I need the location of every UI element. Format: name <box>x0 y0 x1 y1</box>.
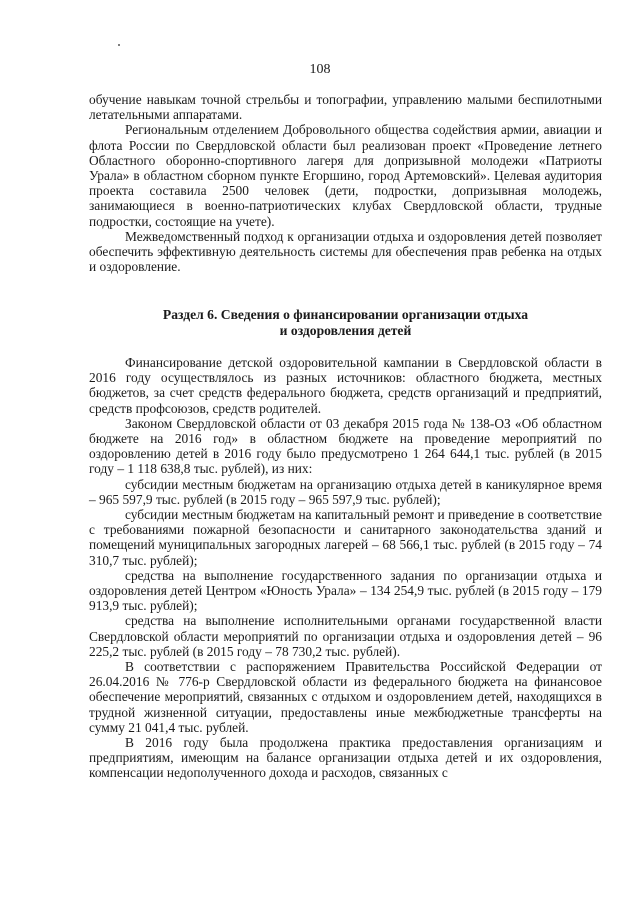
section-heading <box>89 307 602 339</box>
section-heading-line-1: Раздел 6. Сведения о финансировании организации отдыха <box>162 307 529 322</box>
scan-speck <box>118 44 120 46</box>
paragraph-state-task: средства на выполнение государственного задания по организации отдыха и оздоровления детей Центром «Юность Урала» – 134 254,9 тыс. рублей (в 2015 году – 179 913,9 тыс. рублей); <box>89 567 602 614</box>
paragraph-funding-sources: Финансирование детской оздоровительной кампании в Свердловской области в 2016 году осуществлялось из разных источников: областного бюджета, местных бюджетов, за счет средств федерального бюджета, средств организаций и предприятий, средств профсоюзов, средств родителей. <box>89 355 602 416</box>
section-body <box>89 355 602 781</box>
paragraph-subsidy-repair: субсидии местным бюджетам на капитальный ремонт и приведение в соответствие с требованиями пожарной безопасности и санитарного законодательства зданий и помещений муниципальных загородных лагерей – 68 566,1 тыс. рублей (в 2015 году – 74 310,7 тыс. рублей); <box>89 507 602 568</box>
paragraph-compensation: В 2016 году была продолжена практика предоставления организациям и предприятиям, имеющим на балансе организации отдыха детей и их оздоровления, компенсации недополученного дохода и расходов, связанных с <box>89 735 602 781</box>
paragraph-executive-bodies: средства на выполнение исполнительными органами государственной власти Свердловской области мероприятий по организации отдыха и оздоровления детей – 96 225,2 тыс. рублей (в 2015 году – 78 730,2 тыс. рублей). <box>89 613 602 659</box>
paragraph-continuation: обучение навыкам точной стрельбы и топографии, управлению малыми беспилотными летательными аппаратами. <box>89 92 602 123</box>
paragraph-interagency: Межведомственный подход к организации отдыха и оздоровления детей позволяет обеспечить эффективную деятельность системы для обеспечения прав ребенка на отдых и оздоровление. <box>89 228 602 275</box>
intro-text <box>89 92 602 274</box>
section-heading-line-2: и оздоровления детей <box>279 323 412 338</box>
page-number: 108 <box>309 62 331 77</box>
paragraph-regional-law: Законом Свердловской области от 03 декабря 2015 года № 138-ОЗ «Об областном бюджете на 2016 год» в областном бюджете на проведение мероприятий по оздоровлению детей в 2016 году было предусмотрено 1 264 644,1 тыс. рублей (в 2015 году – 1 118 638,8 тыс. рублей), из них: <box>89 415 602 477</box>
paragraph-subsidy-vacation: субсидии местным бюджетам на организацию отдыха детей в каникулярное время – 965 597,9 тыс. рублей (в 2015 году – 965 597,9 тыс. рублей); <box>89 476 602 507</box>
paragraph-federal-transfers: В соответствии с распоряжением Правительства Российской Федерации от 26.04.2016 № 776-р Свердловской области из федерального бюджета на финансовое обеспечение мероприятий, связанных с отдыхом и оздоровлением детей, находящихся в трудной жизненной ситуации, предоставлены иные межбюджетные трансферты на сумму 21 041,4 тыс. рублей. <box>89 659 602 735</box>
paragraph-dosaaf-project: Региональным отделением Добровольного общества содействия армии, авиации и флота России по Свердловской области был реализован проект «Проведение летнего Областного оборонно-спортивного лагеря для допризывной молодежи «Патриоты Урала» в областном сборном пункте Егоршино, город Артемовский». Целевая аудитория проекта составила 2500 человек (дети, подростки, допризывная молодежь, занимающиеся в военно-патриотических клубах Свердловской области, трудные подростки, состоящие на учете). <box>89 122 602 229</box>
